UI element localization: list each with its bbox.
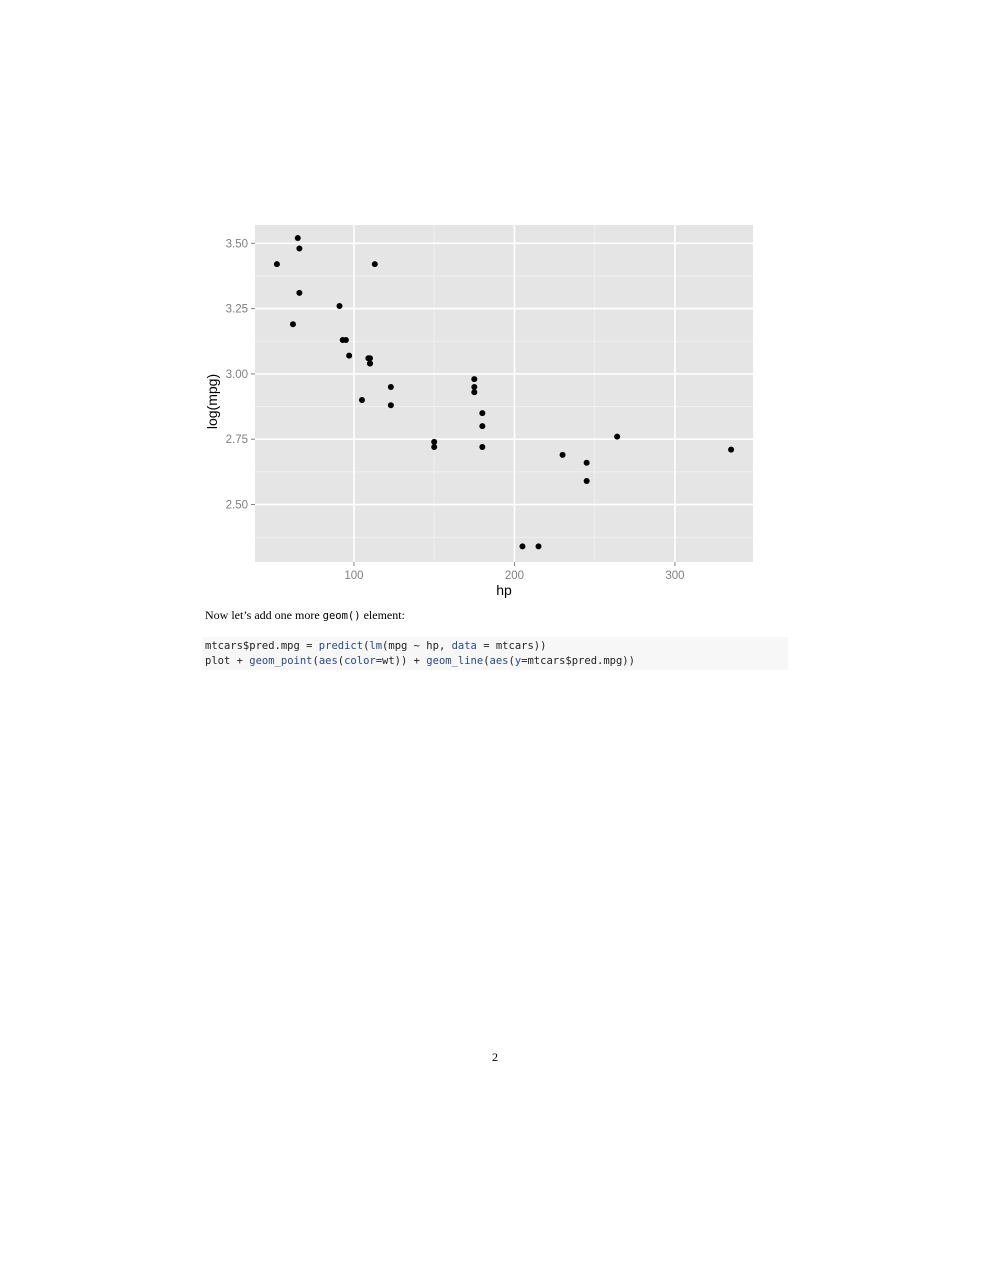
data-point: [431, 444, 437, 450]
code-token: =mtcars$pred.mpg)): [521, 655, 635, 667]
data-point: [431, 439, 437, 445]
code-token: (: [363, 640, 370, 652]
code-function-token: y: [514, 655, 522, 667]
code-block: [202, 637, 788, 670]
y-tick-label: 3.00: [225, 368, 248, 381]
data-point: [479, 423, 485, 429]
y-tick-label: 2.75: [225, 434, 248, 447]
data-point: [536, 543, 542, 549]
y-tick-label: 3.25: [225, 303, 248, 316]
code-function-token: lm: [369, 640, 383, 652]
inline-code-geom: geom(): [322, 610, 361, 622]
data-point: [614, 434, 620, 440]
code-function-token: color: [344, 655, 376, 667]
code-token: (mpg ~ hp,: [382, 640, 452, 652]
code-function-token: aes: [489, 655, 509, 667]
data-point: [346, 353, 352, 359]
y-tick-label: 3.50: [225, 238, 248, 251]
data-point: [296, 246, 302, 252]
code-token: = mtcars)): [476, 640, 547, 652]
chart-svg: [195, 215, 770, 605]
data-point: [728, 447, 734, 453]
data-point: [560, 452, 566, 458]
data-point: [584, 478, 590, 484]
data-point: [343, 337, 349, 343]
prose-after: element:: [360, 608, 405, 622]
x-tick-label: 200: [504, 570, 525, 582]
x-tick-label: 300: [665, 570, 685, 582]
code-token: (: [508, 655, 515, 667]
code-function-token: predict: [318, 640, 364, 652]
scatter-chart: [195, 215, 770, 605]
code-function-token: data: [451, 640, 477, 652]
data-point: [296, 290, 302, 296]
code-function-token: geom_point: [249, 655, 313, 667]
code-token: =wt)) +: [375, 655, 427, 667]
data-point: [365, 355, 371, 361]
code-token: (: [337, 655, 345, 667]
data-point: [295, 235, 301, 241]
code-token: (: [483, 655, 490, 667]
data-point: [479, 410, 485, 416]
page-number: 2: [492, 1050, 498, 1064]
data-point: [584, 460, 590, 466]
code-token: (: [312, 655, 319, 667]
data-point: [479, 444, 485, 450]
code-line-1: [205, 639, 785, 654]
y-tick-label: 2.50: [225, 499, 248, 512]
data-point: [359, 397, 365, 403]
prose-before: Now let’s add one more: [205, 608, 323, 622]
code-token: plot +: [205, 655, 250, 667]
code-function-token: aes: [318, 655, 338, 667]
data-point: [336, 303, 342, 309]
code-function-token: geom_line: [426, 655, 484, 667]
data-point: [388, 402, 394, 408]
data-point: [471, 389, 477, 395]
body-paragraph: [205, 608, 805, 623]
data-point: [388, 384, 394, 390]
data-point: [519, 543, 525, 549]
y-axis-title: log(mpg): [204, 373, 220, 430]
data-point: [471, 376, 477, 382]
x-tick-label: 100: [344, 570, 364, 582]
data-point: [274, 261, 280, 267]
x-axis-title: hp: [496, 582, 512, 598]
data-point: [372, 261, 378, 267]
code-line-2: [205, 654, 785, 669]
data-point: [367, 360, 373, 366]
code-token: mtcars$pred.mpg =: [205, 640, 319, 652]
data-point: [471, 384, 477, 390]
data-point: [290, 321, 296, 327]
